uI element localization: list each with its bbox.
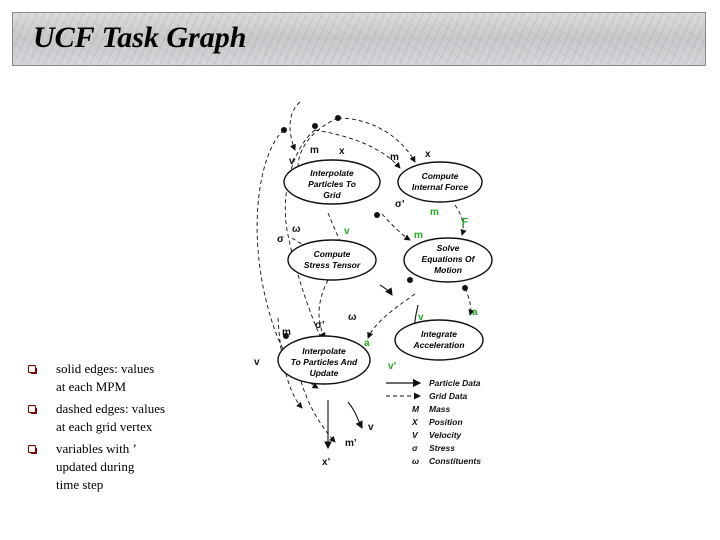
edge-label-x: x	[339, 146, 345, 157]
edge-label-sigma: σ	[277, 234, 284, 245]
title-bar	[12, 12, 706, 66]
node-interpolate-to-particles	[278, 336, 370, 384]
legend-symbol: σ	[412, 443, 418, 453]
edge-label-m-prime: m’	[345, 438, 357, 449]
bullet-box-icon	[28, 365, 36, 373]
edge-label-v-prime: v	[368, 422, 374, 433]
legend-text: Particle Data	[429, 378, 481, 388]
bullet-dashed-edges	[26, 400, 196, 436]
slide-title: UCF Task Graph	[33, 21, 247, 54]
edge-label-x: x	[425, 149, 431, 160]
node-label-line: Grid	[323, 190, 341, 200]
legend-symbol: X	[412, 417, 418, 427]
node-interpolate-to-grid	[284, 160, 380, 204]
bullet-updated-variables	[26, 440, 196, 494]
legend-text: Stress	[429, 443, 455, 453]
node-label-line: Interpolate	[310, 168, 354, 178]
bullet-box-icon	[28, 445, 36, 453]
node-label-line: Particles To	[308, 179, 356, 189]
edge-label-sigma-prime: σ’	[315, 320, 325, 331]
node-label-line: Integrate	[421, 329, 457, 339]
legend-symbol: ω	[412, 456, 420, 466]
edge-label-m: m	[390, 152, 399, 163]
node-label-line: Interpolate	[302, 346, 346, 356]
node-label-line: Equations Of	[421, 254, 475, 264]
task-graph-diagram	[240, 90, 510, 490]
bullet-line: solid edges: values	[56, 361, 155, 376]
legend-text: Position	[429, 417, 463, 427]
node-compute-internal-force	[398, 162, 482, 202]
edge-label-v: v	[418, 312, 424, 323]
edge-label-x-prime: x’	[322, 457, 331, 468]
edge-label-v: v	[344, 226, 350, 237]
edge-label-omega: ω	[348, 312, 357, 323]
node-label-line: Internal Force	[411, 182, 469, 192]
bullet-line: at each MPM	[56, 379, 127, 394]
node-label-line: Update	[309, 368, 339, 378]
edge-label-omega: ω	[292, 224, 301, 235]
node-label-line: Solve	[436, 243, 460, 253]
legend-text: Grid Data	[429, 391, 468, 401]
edge-label-m: m	[282, 327, 291, 338]
bullet-line: at each grid vertex	[56, 419, 153, 434]
node-label-line: Compute	[421, 171, 459, 181]
bullet-line: variables with ’	[56, 441, 137, 456]
edge-label-a: a	[364, 338, 370, 349]
node-solve-equations-of-motion	[404, 238, 492, 282]
edge-label-v: v	[289, 156, 295, 167]
legend-symbol: M	[412, 404, 420, 414]
edge-label-v: v	[254, 357, 260, 368]
legend-text: Mass	[429, 404, 451, 414]
edge-label-v-prime: v’	[388, 361, 397, 372]
edge-label-force: F	[462, 217, 469, 228]
edge-label-sigma-prime: σ’	[395, 199, 405, 210]
legend-text: Constituents	[429, 456, 481, 466]
node-label-line: Compute	[313, 249, 351, 259]
node-label-line: Acceleration	[413, 340, 465, 350]
edge-label-m: m	[310, 145, 319, 156]
bullet-list	[26, 360, 196, 498]
node-label-line: Motion	[434, 265, 462, 275]
node-label-line: Stress Tensor	[303, 260, 361, 270]
edge-label-m: m	[414, 230, 423, 241]
legend	[386, 378, 481, 466]
bullet-line: time step	[56, 477, 104, 492]
bullet-solid-edges	[26, 360, 196, 396]
legend-text: Velocity	[429, 430, 462, 440]
bullet-line: updated during	[56, 459, 135, 474]
edge-label-m: m	[430, 207, 439, 218]
node-label-line: To Particles And	[290, 357, 358, 367]
node-compute-stress-tensor	[288, 240, 376, 280]
bullet-line: dashed edges: values	[56, 401, 166, 416]
edge-label-a: a	[472, 307, 478, 318]
node-integrate-acceleration	[395, 320, 483, 360]
bullet-box-icon	[28, 405, 36, 413]
legend-symbol: V	[412, 430, 418, 440]
